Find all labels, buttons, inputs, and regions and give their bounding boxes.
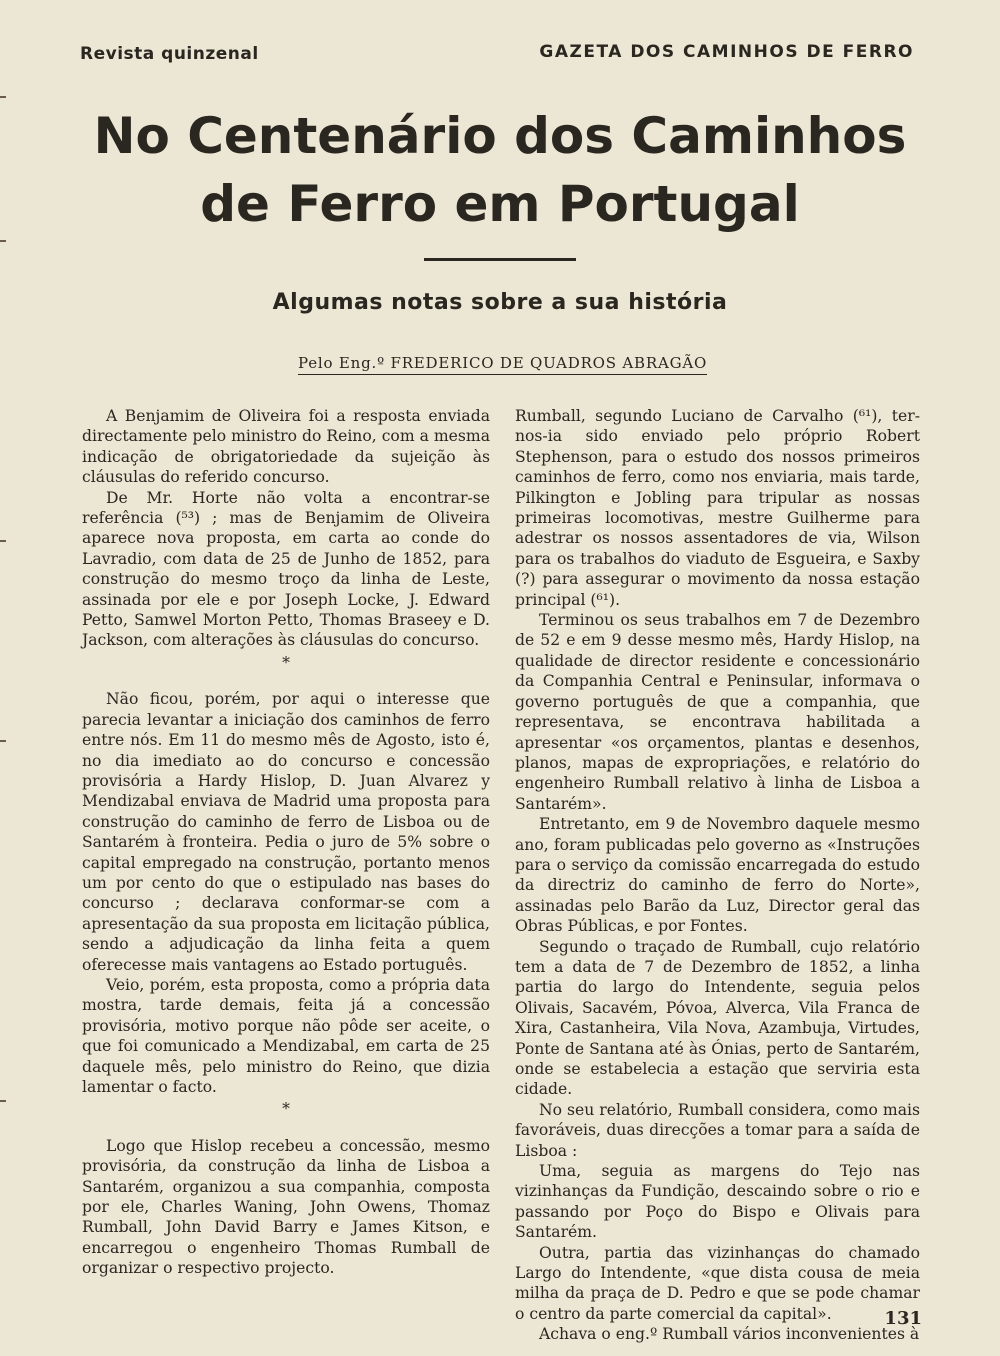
binding-mark <box>0 740 6 742</box>
paragraph: A Benjamim de Oliveira foi a resposta enviada directamente pelo ministro do Reino, com a mesma indicação de obrigatoriedade da sujeição às cláusulas do referido concurso. <box>82 407 490 487</box>
binding-mark <box>0 96 6 98</box>
right-text-column <box>515 406 920 1345</box>
header-journal-name: GAZETA DOS CAMINHOS DE FERRO <box>539 42 914 62</box>
paragraph: De Mr. Horte não volta a encontrar-se referência (⁵³) ; mas de Benjamim de Oliveira aparece nova proposta, em carta ao conde do Lavradio, com data de 25 de Junho de 1852, para construção do mesmo troço da linha de Leste, assinada por ele e por Joseph Locke, J. Edward Petto, Samwel Morton Petto, Thomas Braseey e D. Jackson, com alterações às cláusulas do concurso. <box>82 488 490 650</box>
binding-mark <box>0 1100 6 1102</box>
paragraph: Uma, seguia as margens do Tejo nas vizinhanças da Fundição, descaindo sobre o rio e passando por Poço do Bispo e Olivais para Santarém. <box>515 1162 920 1242</box>
paragraph: Terminou os seus trabalhos em 7 de Dezembro de 52 e em 9 desse mesmo mês, Hardy Hislop, na qualidade de director residente e concessionário da Companhia Central e Peninsular, informava o governo português de que a companhia, que representava, se encontrava habilitada a apresentar «os orçamentos, plantas e desenhos, planos, mapas de expropriações, e relatório do engenheiro Rumball relativo à linha de Lisboa a Santarém». <box>515 611 920 813</box>
section-separator: * <box>282 653 290 672</box>
article-title-line-1: No Centenário dos Caminhos <box>93 107 907 165</box>
paragraph: Outra, partia das vizinhanças do chamado Largo do Intendente, «que dista cousa de meia milha da praça de D. Pedro e que se pode chamar o centro da parte comercial da capital». <box>515 1243 920 1323</box>
article-title-line-2: de Ferro em Portugal <box>200 175 800 233</box>
article-byline: Pelo Eng.º FREDERICO DE QUADROS ABRAGÃO <box>298 354 707 375</box>
binding-mark <box>0 540 6 542</box>
section-separator: * <box>282 1100 290 1119</box>
paragraph: Não ficou, porém, por aqui o interesse que parecia levantar a iniciação dos caminhos de ferro entre nós. Em 11 do mesmo mês de Agosto, isto é, no dia imediato ao do concurso e concessão provisória a Hardy Hislop, D. Juan Alvarez y Mendizabal enviava de Madrid uma proposta para construção do caminho de ferro de Lisboa ou de Santarém à fronteira. Pedia o juro de 5% sobre o capital empregado na construção, portanto menos um por cento do que o estipulado nas bases do concurso ; declarava conformar-se com a apresentação da sua proposta em licitação pública, sendo a adjudicação da linha feita a quem oferecesse mais vantagens ao Estado português. <box>82 690 490 974</box>
paragraph: Entretanto, em 9 de Novembro daquele mesmo ano, foram publicadas pelo governo as «Instruções para o serviço da comissão encarregada do estudo da directriz do caminho de ferro do Norte», assinadas pelo Barão da Luz, Director geral das Obras Públicas, e por Fontes. <box>515 815 920 936</box>
paragraph: Veio, porém, esta proposta, como a própria data mostra, tarde demais, feita já a concessão provisória, motivo porque não pôde ser aceite, o que foi comunicado a Mendizabal, em carta de 25 daquele mês, pelo ministro do Reino, que dizia lamentar o facto. <box>82 975 490 1096</box>
paragraph: Achava o eng.º Rumball vários inconvenientes à <box>539 1325 920 1344</box>
paragraph: Logo que Hislop recebeu a concessão, mesmo provisória, da construção da linha de Lisboa a Santarém, organizou a sua companhia, composta por ele, Charles Waning, John Owens, Thomaz Rumball, John David Barry e James Kitson, e encarregou o engenheiro Thomas Rumball de organizar o respectivo projecto. <box>82 1136 490 1278</box>
binding-mark <box>0 240 6 242</box>
paragraph: Segundo o traçado de Rumball, cujo relatório tem a data de 7 de Dezembro de 1852, a linha partia do largo do Intendente, seguia pelos Olivais, Sacavém, Póvoa, Alverca, Vila Franca de Xira, Castanheira, Vila Nova, Azambuja, Virtudes, Ponte de Santana até às Ónias, perto de Santarém, onde se estabelecia a estação que serviria esta cidade. <box>515 937 920 1099</box>
left-text-column <box>82 406 490 1279</box>
title-divider <box>424 258 576 261</box>
page-number: 131 <box>884 1308 922 1329</box>
paragraph: No seu relatório, Rumball considera, como mais favoráveis, duas direcções a tomar para a saída de Lisboa : <box>515 1100 920 1160</box>
paragraph: Rumball, segundo Luciano de Carvalho (⁶¹), ter-nos-ia sido enviado pelo próprio Robert Stephenson, para o estudo dos nossos primeiros caminhos de ferro, como nos enviaria, mais tarde, Pilkington e Jobling para tripular as nossas primeiras locomotivas, mestre Guilherme para adestrar os nossos assentadores de via, Wilson para os trabalhos do viaduto de Esgueira, e Saxby (?) para assegurar o movimento da nossa estação principal (⁶¹). <box>515 407 920 609</box>
article-subtitle: Algumas notas sobre a sua história <box>272 290 728 315</box>
header-publication-frequency: Revista quinzenal <box>80 44 259 64</box>
